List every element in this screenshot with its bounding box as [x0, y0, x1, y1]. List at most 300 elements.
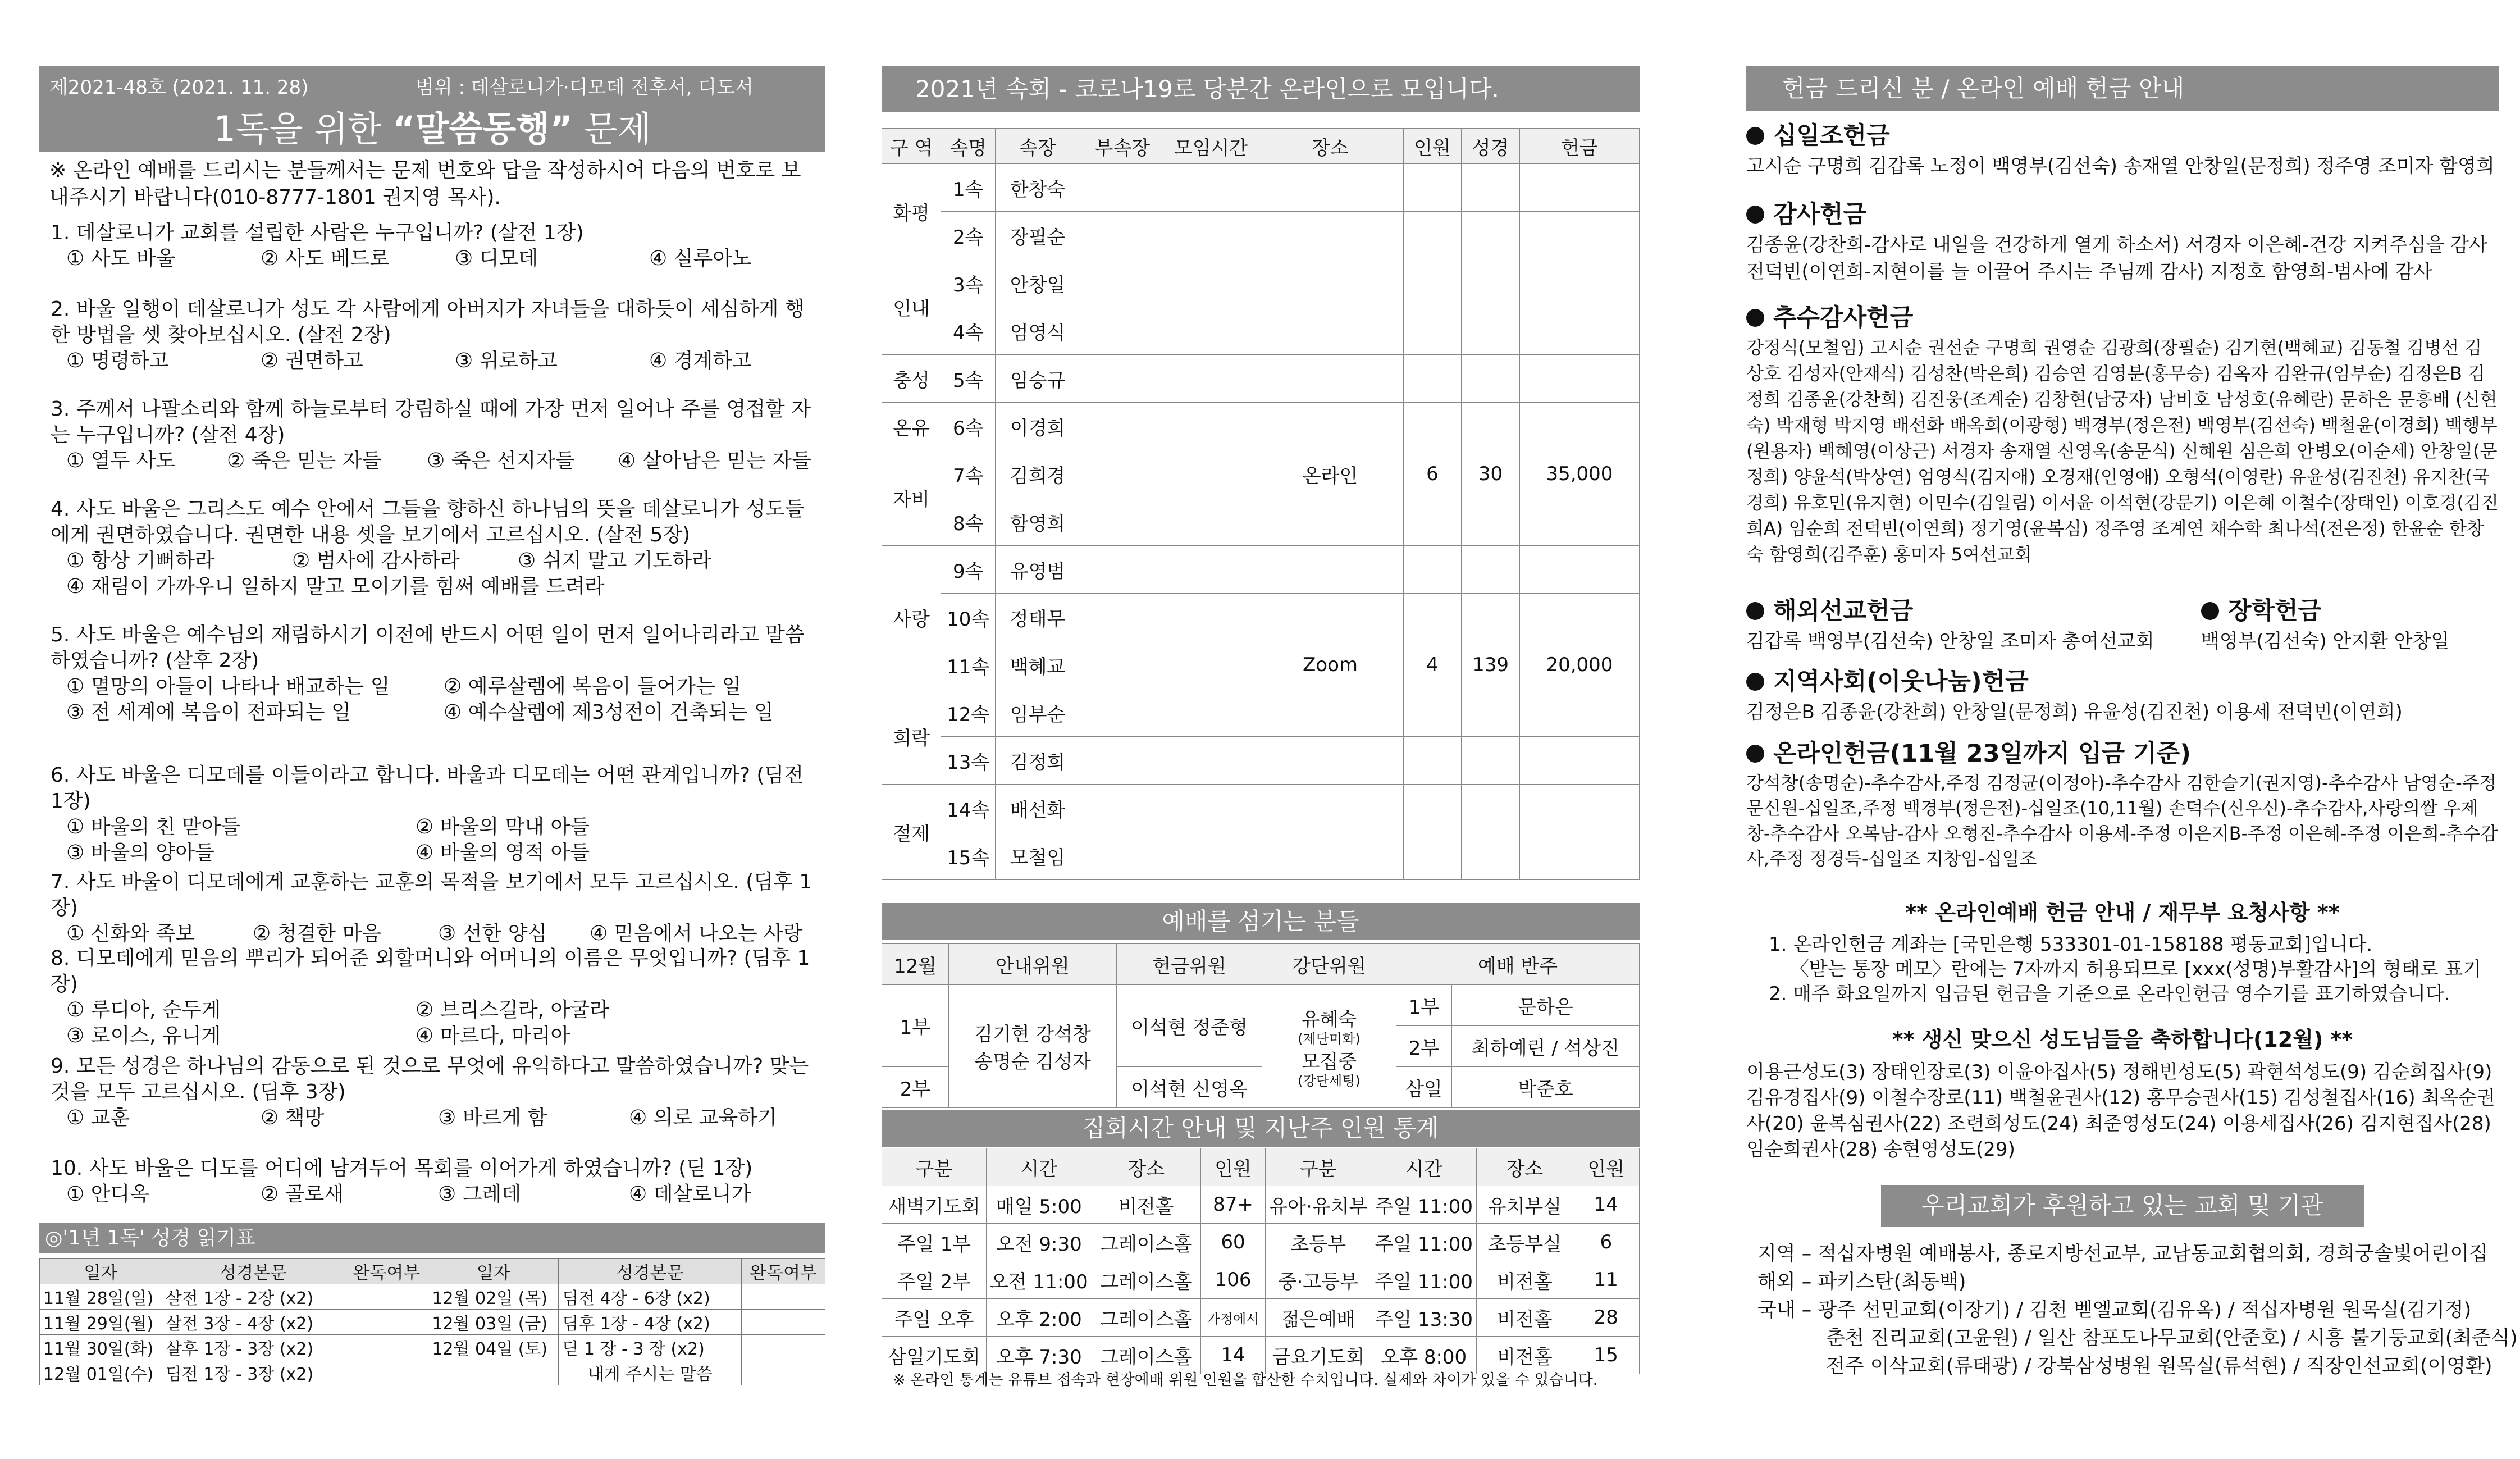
col-header: 장소: [1477, 1148, 1573, 1186]
passage-cell: 딤후 1장 - 4장 (x2): [559, 1310, 742, 1335]
altar-cell: [1262, 985, 1396, 1108]
district-cell: 화평: [882, 164, 941, 259]
leader-cell: 배선화: [996, 785, 1080, 832]
people-cell: [1403, 832, 1462, 880]
place-cell: Zoom: [1257, 641, 1403, 689]
option: ③ 로이스, 유니게: [66, 1024, 221, 1047]
option: ③ 쉬지 말고 기도하라: [518, 549, 711, 572]
time-cell: [1165, 164, 1257, 212]
question-text: 9. 모든 성경은 하나님의 감동으로 된 것으로 무엇에 유익하다고 말씀하였습니까? 맞는 것을 모두 고르십시오. (딤후 3장): [51, 1055, 809, 1104]
subleader-cell: [1080, 546, 1165, 594]
attendance-cell: 가정에서: [1200, 1299, 1266, 1337]
people-cell: [1403, 212, 1462, 259]
subleader-cell: [1080, 259, 1165, 307]
support-list: [1757, 1240, 2518, 1380]
col-header: 완독여부: [345, 1259, 428, 1284]
col-header: 시간: [986, 1148, 1092, 1186]
option: ① 사도 바울: [66, 247, 176, 270]
attendance-cell: 유치부실: [1477, 1186, 1573, 1224]
option: ① 열두 사도: [66, 449, 176, 472]
request-item-1b: 〈받는 통장 메모〉란에는 7자까지 허용되므로 [xxx(성명)부활감사]의 형태로 표기: [1790, 958, 2482, 981]
attendance-cell: 오후 7:30: [986, 1337, 1092, 1374]
attendance-cell: 비전홀: [1092, 1186, 1200, 1224]
col-header: 일자: [40, 1259, 162, 1284]
done-checkbox[interactable]: [345, 1310, 428, 1335]
option: ② 브리스길라, 아굴라: [416, 998, 609, 1022]
leader-cell: 엄영식: [996, 307, 1080, 355]
support-domestic: 전주 이삭교회(류태광) / 강북삼성병원 원목실(류석현) / 직장인선교회(이영환): [1826, 1355, 2492, 1378]
offering-names-2: 이석현 신영옥: [1117, 1067, 1262, 1108]
leader-cell: 백혜교: [996, 641, 1080, 689]
section-title: 지역사회(이웃나눔)헌금: [1773, 668, 2029, 696]
attendance-cell: 그레이스홀: [1092, 1299, 1200, 1337]
attendance-cell: 주일 1부: [882, 1224, 987, 1261]
bible-cell: [1462, 164, 1520, 212]
attendance-cell: 11: [1573, 1261, 1639, 1299]
people-cell: [1403, 785, 1462, 832]
table-header-row: [882, 944, 1640, 985]
offering-cell: [1519, 546, 1639, 594]
col-header: 12월: [882, 944, 949, 985]
option: ③ 바르게 함: [438, 1106, 547, 1129]
section-body: 강석창(송명순)-추수감사,주정 김정균(이정아)-추수감사 김한슬기(권지영)-추수감사 남영순-주정 문신원-십일조,주정 백경부(정은전)-십일조(10,11월) 손덕수(신우신)-추수감사,사랑의쌀 우제창-추수감사 오복남-감사 오형진-추수감사 이용세-주정 이은지B-주정 이은혜-주정 이은희-추수감사,주정 정경득-십일조 지창임-십일조: [1746, 772, 2498, 869]
quiz-notice: ※ 온라인 예배를 드리시는 분들께서는 문제 번호와 답을 작성하시어 다음의 번호로 보내주시기 바랍니다(010-8777-1801 권지영 목사).: [49, 159, 801, 209]
title-pre: 1독을 위한: [213, 108, 382, 149]
done-checkbox[interactable]: [345, 1284, 428, 1310]
offering-names-1: 이석현 정준형: [1117, 985, 1262, 1067]
offering-cell: [1519, 785, 1639, 832]
col-header: 장소: [1092, 1148, 1200, 1186]
title-bold: “말씀동행”: [392, 108, 573, 149]
thanks-section: [1746, 198, 2499, 285]
group-cell: 3속: [941, 259, 996, 307]
option: ③ 디모데: [455, 247, 538, 270]
option: ① 명령하고: [66, 349, 169, 372]
offering-cell: 35,000: [1519, 450, 1639, 498]
leader-cell: 안창일: [996, 259, 1080, 307]
col-header: 구 역: [882, 129, 941, 164]
people-cell: [1403, 594, 1462, 641]
accompanist-name: 최하예린 / 석상진: [1452, 1026, 1640, 1067]
attendance-cell: 15: [1573, 1337, 1639, 1374]
section-body: 김정은B 김종윤(강찬희) 안창일(문정희) 유윤성(김진천) 이용세 전덕빈(이연희): [1746, 701, 2403, 723]
people-cell: [1403, 259, 1462, 307]
attendance-cell: 금요기도회: [1266, 1337, 1371, 1374]
leader-cell: 유영범: [996, 546, 1080, 594]
leader-cell: 정태무: [996, 594, 1080, 641]
subleader-cell: [1080, 737, 1165, 785]
bible-cell: [1462, 259, 1520, 307]
attendance-table: [882, 1148, 1640, 1374]
request-list: [1769, 932, 2499, 1006]
attendance-cell: 오후 2:00: [986, 1299, 1092, 1337]
table-row: [882, 689, 1640, 737]
bible-cell: [1462, 546, 1520, 594]
guide-names-1: 김기현 강석창: [974, 1023, 1091, 1046]
col-header: 강단위원: [1262, 944, 1396, 985]
option: ② 청결한 마음: [253, 922, 382, 945]
section-body: 백영부(김선숙) 안지환 안창일: [2201, 630, 2450, 653]
attendance-cell: 중·고등부: [1266, 1261, 1371, 1299]
table-row: [882, 212, 1640, 259]
group-cell: 5속: [941, 355, 996, 403]
subleader-cell: [1080, 164, 1165, 212]
my-word-cell: 내게 주시는 말씀: [559, 1360, 742, 1385]
question-5: [51, 622, 820, 726]
bible-cell: [1462, 737, 1520, 785]
option: ② 골로새: [261, 1183, 344, 1206]
question-10: [51, 1156, 820, 1207]
issue-number: 제2021-48호 (2021. 11. 28): [49, 76, 309, 99]
passage-cell: 살전 3장 - 4장 (x2): [162, 1310, 345, 1335]
table-row: [882, 498, 1640, 546]
attendance-cell: 비전홀: [1477, 1337, 1573, 1374]
table-row: [882, 403, 1640, 450]
option: ① 멸망의 아들이 나타나 배교하는 일: [66, 675, 390, 698]
col-header: 안내위원: [949, 944, 1117, 985]
time-cell: [1165, 403, 1257, 450]
question-text: 2. 바울 일행이 데살로니가 성도 각 사람에게 아버지가 자녀들을 대하듯이 세심하게 행한 방법을 셋 찾아보십시오. (살전 2장): [51, 298, 805, 346]
question-text: 3. 주께서 나팔소리와 함께 하늘로부터 강림하실 때에 가장 먼저 일어나 주를 영접할 자는 누구입니까? (살전 4장): [51, 398, 811, 446]
place-cell: [1257, 355, 1403, 403]
bullet-icon: [1746, 206, 1764, 224]
done-checkbox[interactable]: [742, 1310, 825, 1335]
place-cell: 온라인: [1257, 450, 1403, 498]
bible-cell: [1462, 832, 1520, 880]
group-cell: 10속: [941, 594, 996, 641]
people-cell: [1403, 403, 1462, 450]
time-cell: [1165, 307, 1257, 355]
support-title: 우리교회가 후원하고 있는 교회 및 기관: [1881, 1185, 2364, 1227]
option: ① 항상 기뻐하라: [66, 549, 214, 572]
section-body: 강정식(모철임) 고시순 권선순 구명희 권영순 김광희(장필순) 김기현(백혜교) 김동철 김병선 김상호 김성자(안재식) 김성찬(박은희) 김승연 김영분(홍무승) 김옥자 김완규(임부순) 김정은B 김정희 김종윤(강찬희) 김진웅(조계순) 김창현(남궁자) 남비호 남성호(유혜란) 문하은 문흥배 (신현숙) 박재형 박지영 배선화 배옥희(이광형) 백경부(정은전) 백영부(김선숙) 백철윤(이경희) 백행부(원용자) 백혜영(이상근) 서경자 송재열 신영옥(송문식) 신혜원 심은희 안병오(이순세) 안창일(문정희) 양윤석(박상연) 엄영식(김지애) 오경재(인영애) 오형석(이영란) 유윤성(김진천) 유지찬(국경희) 유호민(유지현) 이민수(김일림) 이서윤 이석현(강문기) 이은혜 이철수(장태인) 이호경(김진희A) 임순희 전덕빈(이연희) 정기영(윤복심) 정주영 조계연 채수학 최나석(전은정) 한윤순 한창숙 함영희(김주훈) 홍미자 5여선교회: [1746, 337, 2499, 565]
table-row: [882, 355, 1640, 403]
attendance-cell: 유아·유치부: [1266, 1186, 1371, 1224]
table-row: [882, 1261, 1640, 1299]
option: ④ 데살로니가: [629, 1183, 751, 1206]
offering-cell: [1519, 259, 1639, 307]
question-9: [51, 1054, 820, 1131]
subleader-cell: [1080, 403, 1165, 450]
birthday-list: 이용근성도(3) 장태인장로(3) 이윤아집사(5) 정해빈성도(5) 곽현석성도(9) 김순희집사(9) 김유경집사(9) 이철수장로(11) 백철윤권사(12) 홍무승권사(15) 김성철집사(16) 최옥순권사(20) 윤복심권사(22) 조련희성도(24) 최준영성도(24) 이용세집사(26) 김지현집사(28) 임순희권사(28) 송현영성도(29): [1746, 1061, 2495, 1161]
table-row: [882, 164, 1640, 212]
section-title: 감사헌금: [1773, 200, 1867, 229]
time-cell: [1165, 737, 1257, 785]
option: ② 사도 베드로: [261, 247, 390, 270]
leader-cell: 이경희: [996, 403, 1080, 450]
option: ③ 위로하고: [455, 349, 558, 372]
option: ① 신화와 족보: [66, 922, 195, 945]
bible-cell: [1462, 785, 1520, 832]
district-cell: 인내: [882, 259, 941, 355]
option: ① 바울의 친 맏아들: [66, 815, 241, 838]
table-row: [882, 737, 1640, 785]
place-cell: [1257, 403, 1403, 450]
request-item-2: 2. 매주 화요일까지 입금된 헌금을 기준으로 온라인헌금 영수기를 표기하였습니다.: [1769, 983, 2450, 1005]
attendance-cell: 오전 11:00: [986, 1261, 1092, 1299]
option: ④ 바울의 영적 아들: [416, 841, 590, 864]
support-domestic: 국내 – 광주 선민교회(이장기) / 김천 벧엘교회(김유옥) / 적십자병원 원목실(김기정): [1757, 1299, 2472, 1321]
offering-cell: [1519, 403, 1639, 450]
quiz-header: [39, 66, 825, 152]
section-title: 온라인헌금(11월 23일까지 입금 기준): [1773, 740, 2191, 768]
place-cell: [1257, 212, 1403, 259]
table-row: [882, 307, 1640, 355]
question-6: [51, 763, 820, 866]
servers-table: [882, 943, 1640, 1108]
service-label: 2부: [882, 1067, 949, 1108]
leader-cell: 함영희: [996, 498, 1080, 546]
passage-cell: 딛 1 장 - 3 장 (x2): [559, 1335, 742, 1360]
col-header: 완독여부: [742, 1259, 825, 1284]
people-cell: [1403, 737, 1462, 785]
question-text: 8. 디모데에게 믿음의 뿌리가 되어준 외할머니와 어머니의 이름은 무엇입니까? (딤후 1장): [51, 947, 810, 996]
col-header: 속명: [941, 129, 996, 164]
question-7: [51, 869, 820, 947]
option: ④ 마르다, 마리아: [416, 1024, 570, 1047]
option: ④ 예수살렘에 제3성전이 건축되는 일: [444, 701, 774, 724]
attendance-cell: 오전 9:30: [986, 1224, 1092, 1261]
support-overseas: 해외 – 파키스탄(최동백): [1757, 1271, 1966, 1293]
time-cell: [1165, 689, 1257, 737]
group-cell: 1속: [941, 164, 996, 212]
attendance-cell: 주일 오후: [882, 1299, 987, 1337]
col-header: 부속장: [1080, 129, 1165, 164]
question-4: [51, 496, 820, 600]
section-body: 김갑록 백영부(김선숙) 안창일 조미자 총여선교회: [1746, 630, 2154, 653]
group-cell: 6속: [941, 403, 996, 450]
attendance-cell: 오후 8:00: [1371, 1337, 1477, 1374]
bible-cell: [1462, 403, 1520, 450]
time-cell: [1165, 355, 1257, 403]
attendance-cell: 초등부: [1266, 1224, 1371, 1261]
attendance-cell: 매일 5:00: [986, 1186, 1092, 1224]
harvest-section: [1746, 301, 2499, 567]
section-title: 추수감사헌금: [1773, 304, 1914, 332]
time-cell: [1165, 594, 1257, 641]
option: ① 교훈: [66, 1106, 130, 1129]
table-row: [882, 1186, 1640, 1224]
district-cell: 온유: [882, 403, 941, 450]
question-3: [51, 396, 820, 474]
offering-cell: [1519, 832, 1639, 880]
time-cell: [1165, 832, 1257, 880]
col-header: 모임시간: [1165, 129, 1257, 164]
option: ② 권면하고: [261, 349, 363, 372]
attendance-cell: 주일 2부: [882, 1261, 987, 1299]
accompanist-name: 문하은: [1452, 985, 1640, 1026]
done-checkbox[interactable]: [345, 1360, 428, 1385]
place-cell: [1257, 259, 1403, 307]
date-cell: 11월 29일(월): [40, 1310, 162, 1335]
people-cell: [1403, 498, 1462, 546]
leader-cell: 김정희: [996, 737, 1080, 785]
col-header: 인원: [1573, 1148, 1639, 1186]
online-section: [1746, 737, 2499, 872]
table-row: [882, 546, 1640, 594]
time-cell: [1165, 259, 1257, 307]
col-header: 예배 반주: [1396, 944, 1640, 985]
attendance-cell: 비전홀: [1477, 1261, 1573, 1299]
subleader-cell: [1080, 785, 1165, 832]
leader-cell: 임부순: [996, 689, 1080, 737]
request-item-1: 1. 온라인헌금 계좌는 [국민은행 533301-01-158188 평동교회]입니다.: [1769, 933, 2373, 956]
offering-cell: [1519, 212, 1639, 259]
done-checkbox[interactable]: [345, 1335, 428, 1360]
people-cell: [1403, 355, 1462, 403]
servers-title: 예배를 섬기는 분들: [882, 903, 1640, 940]
col-header: 헌금위원: [1117, 944, 1262, 985]
time-cell: [1165, 785, 1257, 832]
bible-cell: [1462, 355, 1520, 403]
birthday-title: ** 생신 맞으신 성도님들을 축하합니다(12월) **: [1892, 1027, 2353, 1052]
date-cell: 11월 28일(일): [40, 1284, 162, 1310]
district-cell: 자비: [882, 450, 941, 546]
question-text: 10. 사도 바울은 디도를 어디에 남겨두어 목회를 이어가게 하였습니까? (딛 1장): [51, 1157, 753, 1180]
altar-note-a: (제단미화): [1298, 1031, 1361, 1047]
passage-cell: 살후 1장 - 3장 (x2): [162, 1335, 345, 1360]
attendance-cell: 삼일기도회: [882, 1337, 987, 1374]
option: ② 죽은 믿는 자들: [227, 449, 382, 472]
date-cell: 11월 30일(화): [40, 1335, 162, 1360]
subleader-cell: [1080, 355, 1165, 403]
option: ④ 살아남은 믿는 자들: [618, 449, 811, 472]
accompanist-label: 2부: [1396, 1026, 1452, 1067]
attendance-cell: 28: [1573, 1299, 1639, 1337]
offering-cell: [1519, 689, 1639, 737]
col-header: 일자: [428, 1259, 559, 1284]
request-title: ** 온라인예배 헌금 안내 / 재무부 요청사항 **: [1905, 900, 2340, 925]
leader-cell: 모철임: [996, 832, 1080, 880]
group-cell: 9속: [941, 546, 996, 594]
place-cell: [1257, 546, 1403, 594]
question-1: [51, 220, 820, 272]
subleader-cell: [1080, 450, 1165, 498]
place-cell: [1257, 689, 1403, 737]
table-row: [40, 1310, 825, 1335]
quiz-range: 범위 : 데살로니가·디모데 전후서, 디도서: [416, 76, 754, 99]
place-cell: [1257, 164, 1403, 212]
attendance-cell: 87+: [1200, 1186, 1266, 1224]
done-checkbox[interactable]: [742, 1360, 825, 1385]
district-cell: 충성: [882, 355, 941, 403]
leader-cell: 임승규: [996, 355, 1080, 403]
col-header: 성경본문: [162, 1259, 345, 1284]
passage-cell: 딤전 1장 - 3장 (x2): [162, 1360, 345, 1385]
passage-cell: 살전 1장 - 2장 (x2): [162, 1284, 345, 1310]
col-header: 인원: [1200, 1148, 1266, 1186]
table-row: [882, 985, 1640, 1026]
offering-cell: 20,000: [1519, 641, 1639, 689]
question-text: 6. 사도 바울은 디모데를 이들이라고 합니다. 바울과 디모데는 어떤 관계입니까? (딤전 1장): [51, 764, 804, 813]
table-row: [40, 1284, 825, 1310]
bible-cell: 139: [1462, 641, 1520, 689]
col-header: 속장: [996, 129, 1080, 164]
attendance-cell: 14: [1200, 1337, 1266, 1374]
table-row: [882, 641, 1640, 689]
meetings-title: 2021년 속회 - 코로나19로 당분간 온라인으로 모입니다.: [882, 66, 1640, 112]
district-cell: 절제: [882, 785, 941, 880]
people-cell: [1403, 546, 1462, 594]
group-cell: 13속: [941, 737, 996, 785]
offering-cell: [1519, 498, 1639, 546]
altar-name-b: 모집중: [1301, 1051, 1357, 1073]
offering-cell: [1519, 164, 1639, 212]
section-body: 김종윤(강찬희-감사로 내일을 건강하게 열게 하소서) 서경자 이은혜-건강 지켜주심을 감사 전덕빈(이연희-지현이를 늘 이끌어 주시는 주님께 감사) 지정호 함영희-범사에 감사: [1746, 234, 2487, 283]
option: ③ 선한 양심: [438, 922, 547, 945]
offerings-title: 헌금 드리신 분 / 온라인 예배 헌금 안내: [1746, 66, 2499, 111]
district-cell: 사랑: [882, 546, 941, 689]
option: ④ 재림이 가까우니 일하지 말고 모이기를 힘써 예배를 드려라: [66, 575, 605, 598]
group-cell: 15속: [941, 832, 996, 880]
question-2: [51, 297, 820, 374]
service-label: 1부: [882, 985, 949, 1067]
guide-names-2: 송명순 김성자: [974, 1051, 1091, 1073]
attendance-cell: 주일 11:00: [1371, 1186, 1477, 1224]
attendance-cell: 젊은예배: [1266, 1299, 1371, 1337]
option: ③ 바울의 양아들: [66, 841, 214, 864]
group-cell: 11속: [941, 641, 996, 689]
option: ③ 죽은 선지자들: [427, 449, 575, 472]
col-header: 성경: [1462, 129, 1520, 164]
done-checkbox[interactable]: [742, 1284, 825, 1310]
table-row: [40, 1335, 825, 1360]
subleader-cell: [1080, 498, 1165, 546]
group-cell: 14속: [941, 785, 996, 832]
attendance-cell: 6: [1573, 1224, 1639, 1261]
meetings-table: [882, 128, 1640, 880]
option: ④ 실루아노: [649, 247, 752, 270]
section-title: 장학헌금: [2228, 597, 2322, 625]
attendance-cell: 60: [1200, 1224, 1266, 1261]
bible-cell: [1462, 594, 1520, 641]
place-cell: [1257, 737, 1403, 785]
attendance-cell: 그레이스홀: [1092, 1337, 1200, 1374]
section-title: 십일조헌금: [1773, 122, 1890, 150]
option: ② 예루살렘에 복음이 들어가는 일: [444, 675, 742, 698]
time-cell: [1165, 641, 1257, 689]
quiz-title: [39, 101, 825, 151]
accompanist-name: 박준호: [1452, 1067, 1640, 1108]
date-cell: 12월 01일(수): [40, 1360, 162, 1385]
accompanist-label: 삼일: [1396, 1067, 1452, 1108]
group-cell: 7속: [941, 450, 996, 498]
offering-cell: [1519, 594, 1639, 641]
table-header-row: [882, 129, 1640, 164]
offering-cell: [1519, 355, 1639, 403]
date-cell: 12월 03일 (금): [428, 1310, 559, 1335]
accompanist-label: 1부: [1396, 985, 1452, 1026]
bible-cell: [1462, 498, 1520, 546]
bible-cell: 30: [1462, 450, 1520, 498]
group-cell: 12속: [941, 689, 996, 737]
subleader-cell: [1080, 307, 1165, 355]
bullet-icon: [1746, 673, 1764, 691]
date-cell: [428, 1360, 559, 1385]
section-body: 고시순 구명희 김갑록 노정이 백영부(김선숙) 송재열 안창일(문정희) 정주영 조미자 함영희: [1746, 155, 2495, 177]
people-cell: [1403, 307, 1462, 355]
done-checkbox[interactable]: [742, 1335, 825, 1360]
community-section: [1746, 665, 2499, 726]
subleader-cell: [1080, 832, 1165, 880]
table-row: [40, 1360, 825, 1385]
attendance-cell: 새벽기도회: [882, 1186, 987, 1224]
time-cell: [1165, 212, 1257, 259]
option: ① 안디옥: [66, 1183, 150, 1206]
col-header: 장소: [1257, 129, 1403, 164]
attendance-cell: 14: [1573, 1186, 1639, 1224]
bullet-icon: [1746, 127, 1764, 145]
